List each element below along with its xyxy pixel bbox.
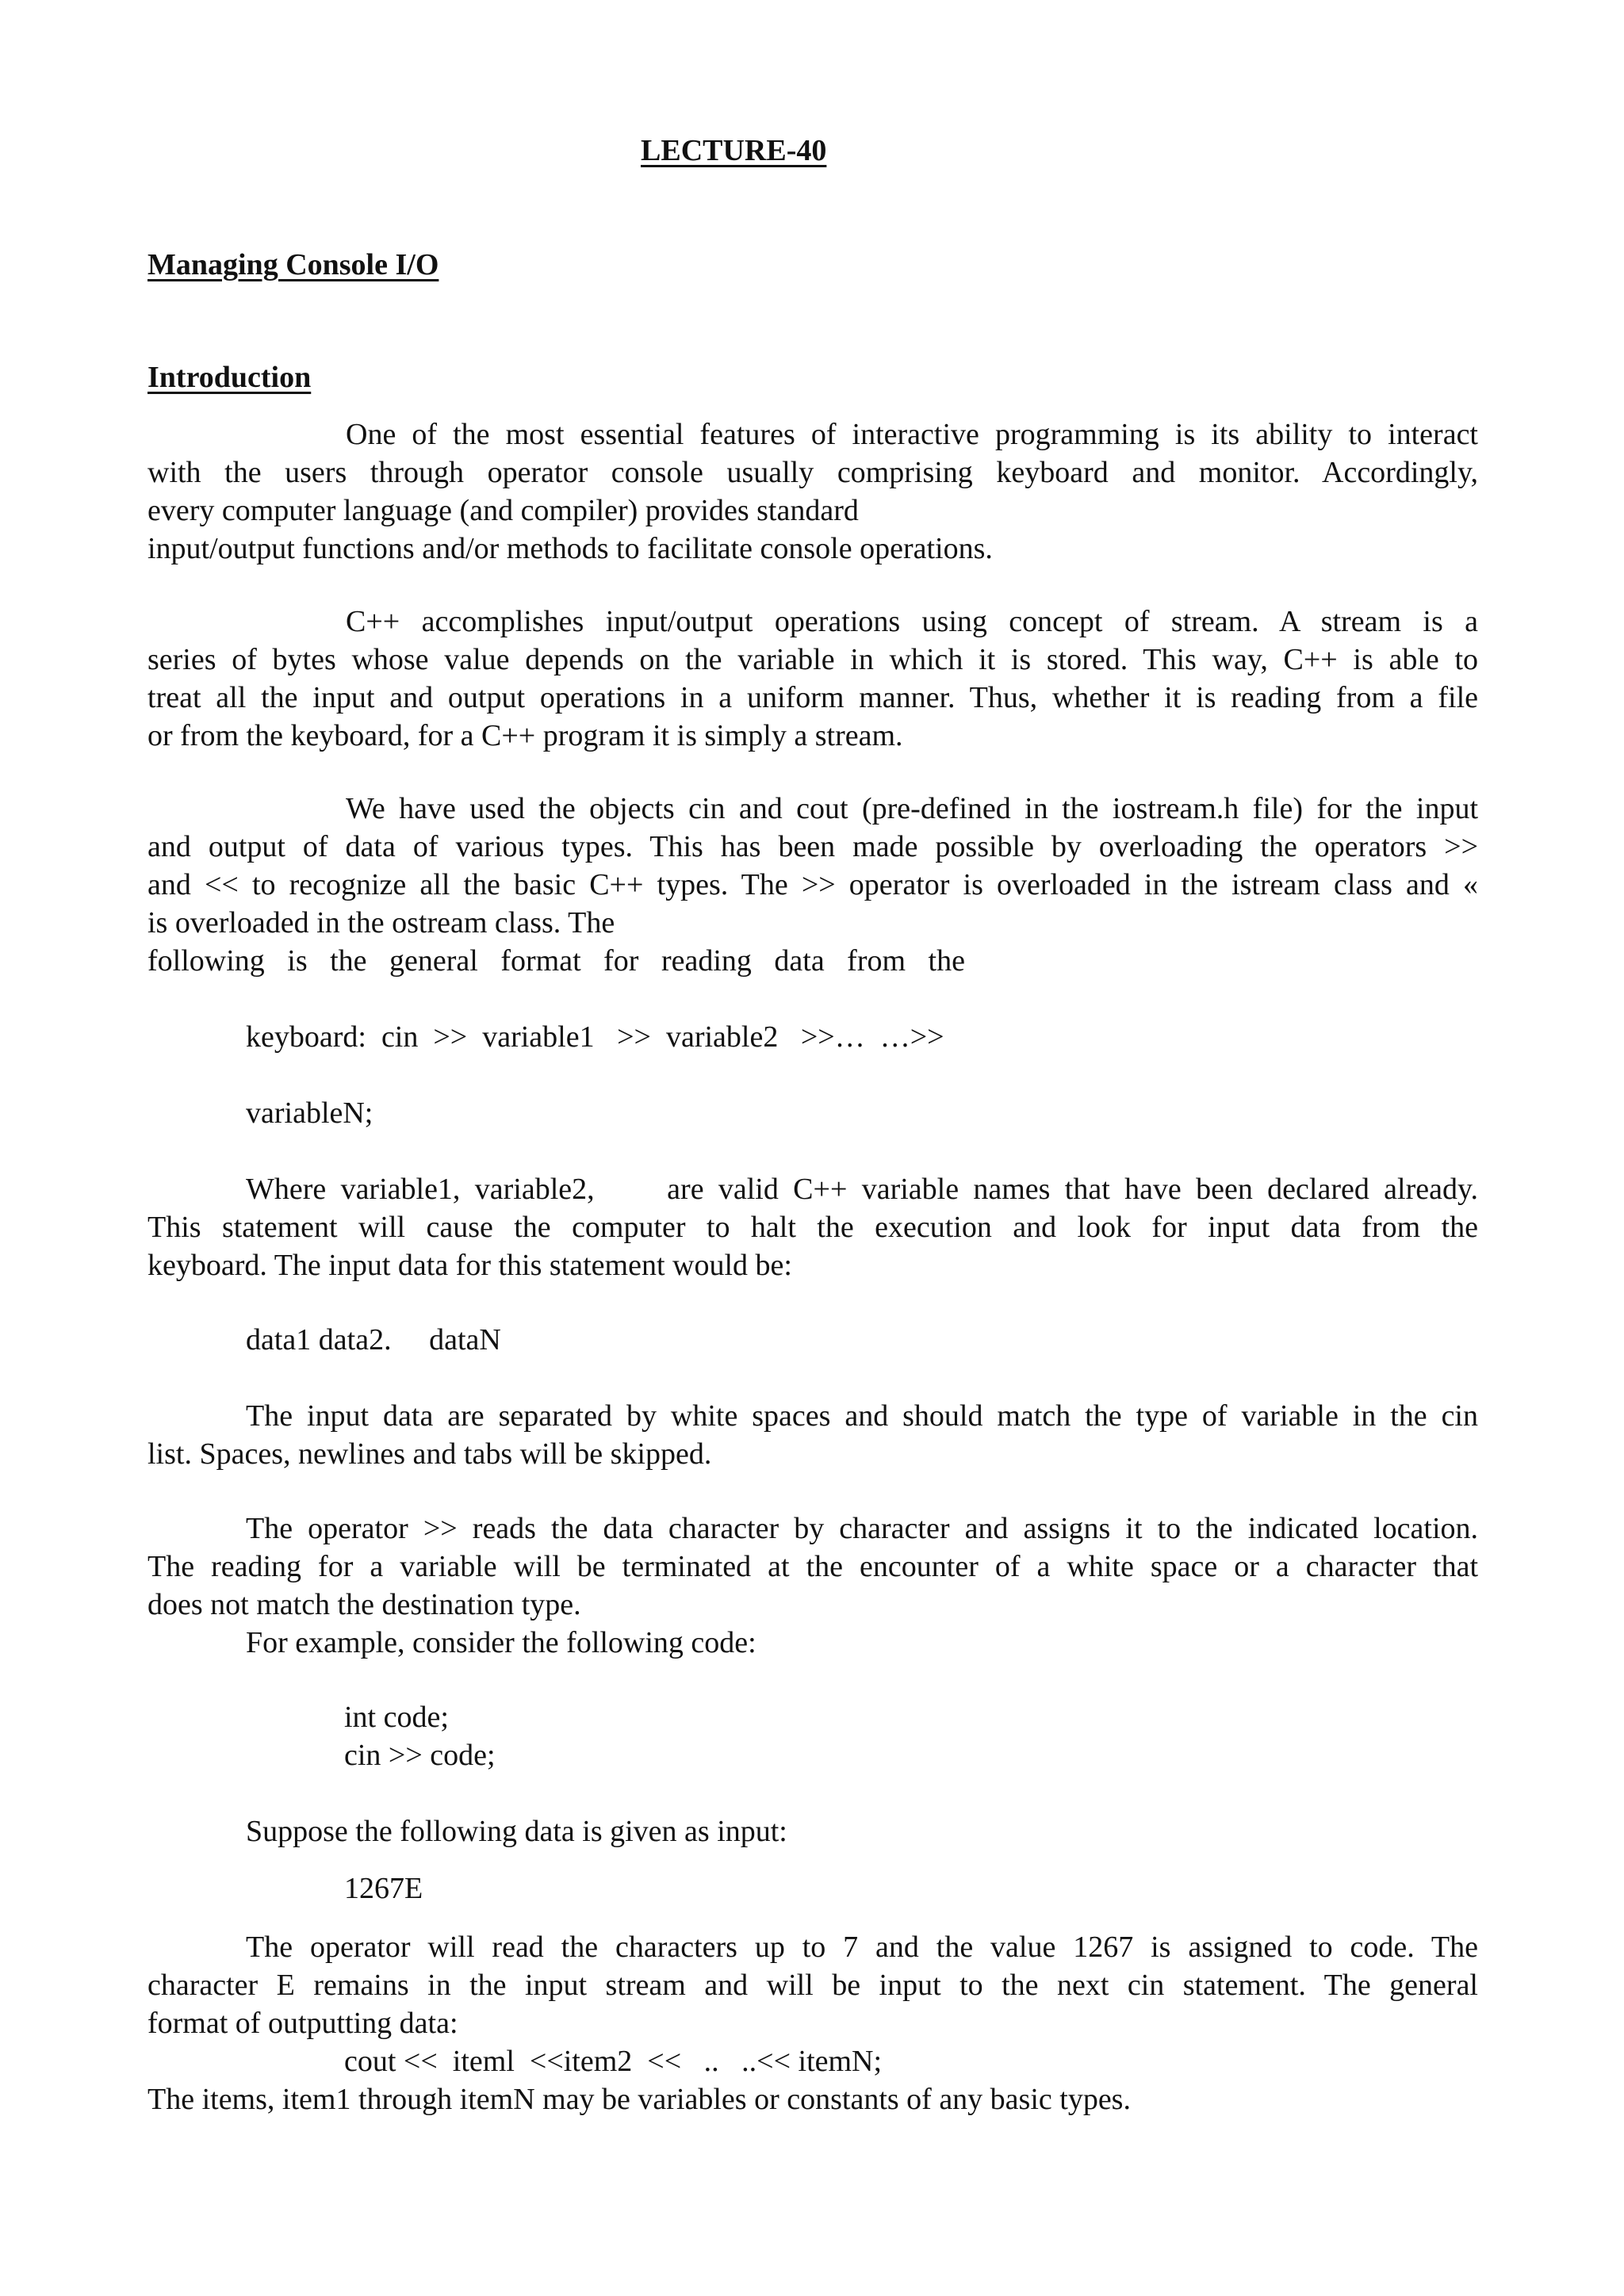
- p2-line-3: treat all the input and output operations in a uniform manner. Thus, whether it is reading from a file: [147, 681, 1478, 714]
- p2-line-1: C++ accomplishes input/output operations using concept of stream. A stream is a: [346, 605, 1478, 638]
- p5-line-1: The input data are separated by white spaces and should match the type of variable in the cin: [246, 1399, 1478, 1433]
- p3-line-1: We have used the objects cin and cout (pre-defined in the iostream.h file) for the input: [346, 792, 1478, 825]
- input-data-line: data1 data2. dataN: [246, 1323, 501, 1357]
- p1-line-2: with the users through operator console usually comprising keyboard and monitor. Accordingly,: [147, 456, 1478, 489]
- p3-line-2: and output of data of various types. This has been made possible by overloading the operators >>: [147, 830, 1478, 863]
- p4-line-3: keyboard. The input data for this statement would be:: [147, 1249, 792, 1282]
- code-line-1: int code;: [344, 1701, 449, 1734]
- p6-line-3: does not match the destination type.: [147, 1588, 581, 1621]
- cin-format-line: keyboard: cin >> variable1 >> variable2 >>… …>>: [246, 1020, 944, 1054]
- p1-line-4: input/output functions and/or methods to facilitate console operations.: [147, 532, 993, 565]
- intro-heading: Introduction: [147, 361, 312, 394]
- p4-line-2: This statement will cause the computer to halt the execution and look for input data from the: [147, 1211, 1478, 1244]
- p2-line-2: series of bytes whose value depends on the variable in which it is stored. This way, C++ is able to: [147, 643, 1478, 676]
- input-value: 1267E: [344, 1872, 423, 1905]
- lecture-title: LECTURE-40: [641, 134, 827, 167]
- p1-line-3: every computer language (and compiler) provides standard: [147, 494, 859, 527]
- p6-line-1: The operator >> reads the data character by character and assigns it to the indicated location.: [246, 1512, 1478, 1545]
- p7-line-1: The operator will read the characters up to 7 and the value 1267 is assigned to code. The: [246, 1931, 1478, 1964]
- final-line: The items, item1 through itemN may be variables or constants of any basic types.: [147, 2083, 1131, 2116]
- p3-line-4: is overloaded in the ostream class. The: [147, 906, 615, 939]
- cin-format-end: variableN;: [246, 1096, 373, 1130]
- p6-line-2: The reading for a variable will be terminated at the encounter of a white space or a character that: [147, 1550, 1478, 1583]
- p2-line-4: or from the keyboard, for a C++ program it is simply a stream.: [147, 719, 903, 752]
- p5-line-2: list. Spaces, newlines and tabs will be skipped.: [147, 1437, 712, 1471]
- code-line-2: cin >> code;: [344, 1739, 496, 1772]
- section-title: Managing Console I/O: [147, 248, 439, 281]
- p6-line-4: For example, consider the following code:: [246, 1626, 756, 1659]
- cout-format-line: cout << iteml <<item2 << .. ..<< itemN;: [344, 2045, 883, 2078]
- suppose-line: Suppose the following data is given as input:: [246, 1815, 787, 1848]
- p4-line-1: Where variable1, variable2, are valid C++ variable names that have been declared already.: [246, 1173, 1478, 1206]
- p1-line-1: One of the most essential features of interactive programming is its ability to interact: [346, 418, 1478, 451]
- p7-line-2: character E remains in the input stream and will be input to the next cin statement. The general: [147, 1969, 1478, 2002]
- p3-line-3: and << to recognize all the basic C++ types. The >> operator is overloaded in the istream class and «: [147, 868, 1478, 901]
- p7-line-3: format of outputting data:: [147, 2007, 458, 2040]
- p3-line-5: following is the general format for reading data from the: [147, 944, 965, 978]
